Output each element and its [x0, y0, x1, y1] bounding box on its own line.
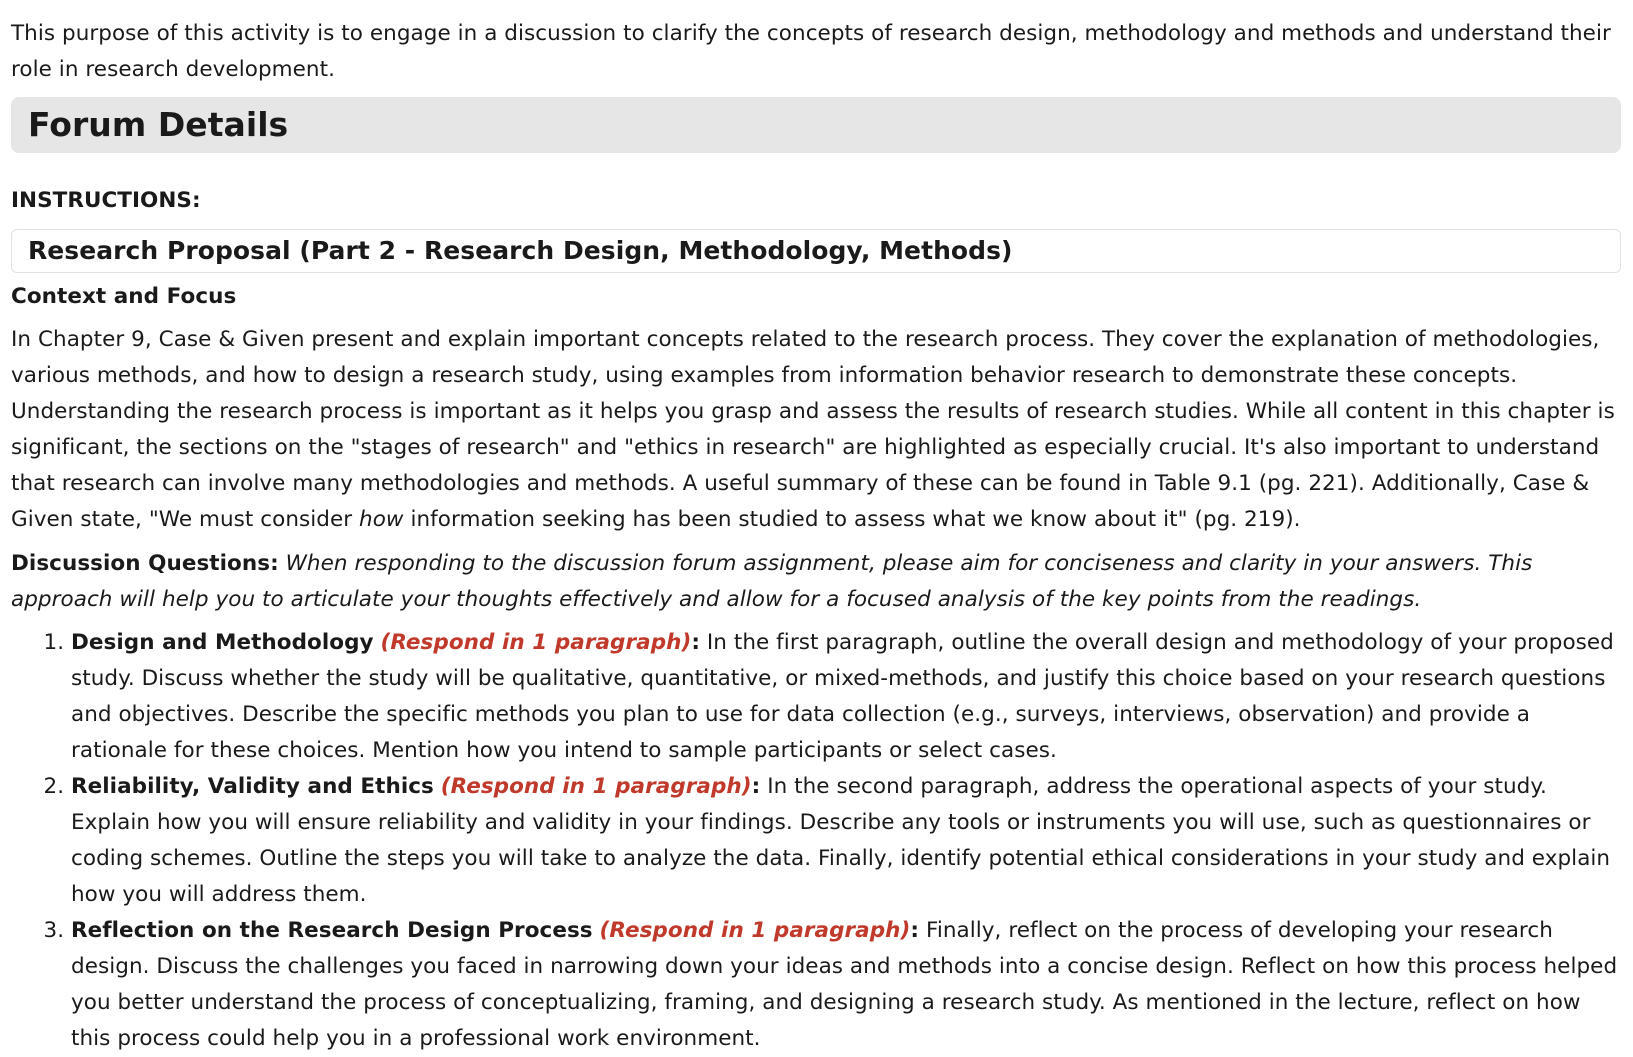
discussion-intro [11, 546, 1621, 618]
question-title: Design and Methodology [71, 630, 374, 655]
question-respond-note: (Respond in 1 paragraph) [599, 918, 911, 943]
intro-text: This purpose of this activity is to engage in a discussion to clarify the concepts of research design, methodology and methods and understand their role in research development. [11, 21, 1611, 82]
discussion-question [71, 913, 1621, 1057]
context-body-emphasis: how [359, 507, 404, 532]
discussion-question-list [11, 625, 1621, 1057]
context-body-part-1: In Chapter 9, Case & Given present and explain important concepts related to the research process. They cover the explanation of methodologies, various methods, and how to design a research study, using examples from information behavior research to demonstrate these concepts. Understanding the research process is important as it helps you grasp and assess the results of research studies. While all content in this chapter is significant, the sections on the "stages of research" and "ethics in research" are highlighted as especially crucial. It's also important to understand that research can involve many methodologies and methods. A useful summary of these can be found in Table 9.1 (pg. 221). Additionally, Case & Given state, "We must consider [11, 327, 1615, 532]
question-title: Reflection on the Research Design Process [71, 918, 593, 943]
context-title: Context and Focus [11, 284, 237, 309]
forum-page [0, 16, 1622, 1057]
question-respond-note: (Respond in 1 paragraph) [380, 630, 692, 655]
question-colon: : [691, 630, 701, 655]
discussion-lead: Discussion Questions: [11, 551, 279, 576]
discussion-note: When responding to the discussion forum assignment, please aim for conciseness and clarity in your answers. This approach will help you to articulate your thoughts effectively and allow for a focused analysis of the key points from the readings. [11, 551, 1533, 612]
forum-details-title: Forum Details [28, 105, 289, 144]
question-text: In the second paragraph, address the operational aspects of your study. Explain how you will ensure reliability and validity in your findings. Describe any tools or instruments you will use, such as questionnaires or coding schemes. Outline the steps you will take to analyze the data. Finally, identify potential ethical considerations in your study and explain how you will address them. [71, 774, 1611, 907]
question-text: In the first paragraph, outline the overall design and methodology of your proposed study. Discuss whether the study will be qualitative, quantitative, or mixed-methods, and justify this choice based on your research questions and objectives. Describe the specific methods you plan to use for data collection (e.g., surveys, interviews, observation) and provide a rationale for these choices. Mention how you intend to sample participants or select cases. [71, 630, 1614, 763]
question-text: Finally, reflect on the process of developing your research design. Discuss the challenges you faced in narrowing down your ideas and methods into a concise design. Reflect on how this process helped you better understand the process of conceptualizing, framing, and designing a research study. As mentioned in the lecture, reflect on how this process could help you in a professional work environment. [71, 918, 1618, 1051]
question-colon: : [751, 774, 761, 799]
question-title: Reliability, Validity and Ethics [71, 774, 434, 799]
discussion-question [71, 625, 1621, 769]
instructions-label: INSTRUCTIONS: [11, 188, 201, 213]
context-body [11, 322, 1621, 538]
context-body-part-2: information seeking has been studied to assess what we know about it" (pg. 219). [403, 507, 1301, 532]
forum-details-header [11, 97, 1621, 153]
proposal-title: Research Proposal (Part 2 - Research Design, Methodology, Methods) [28, 236, 1013, 265]
question-colon: : [910, 918, 920, 943]
proposal-title-box [11, 229, 1621, 273]
discussion-question [71, 769, 1621, 913]
question-respond-note: (Respond in 1 paragraph) [440, 774, 752, 799]
